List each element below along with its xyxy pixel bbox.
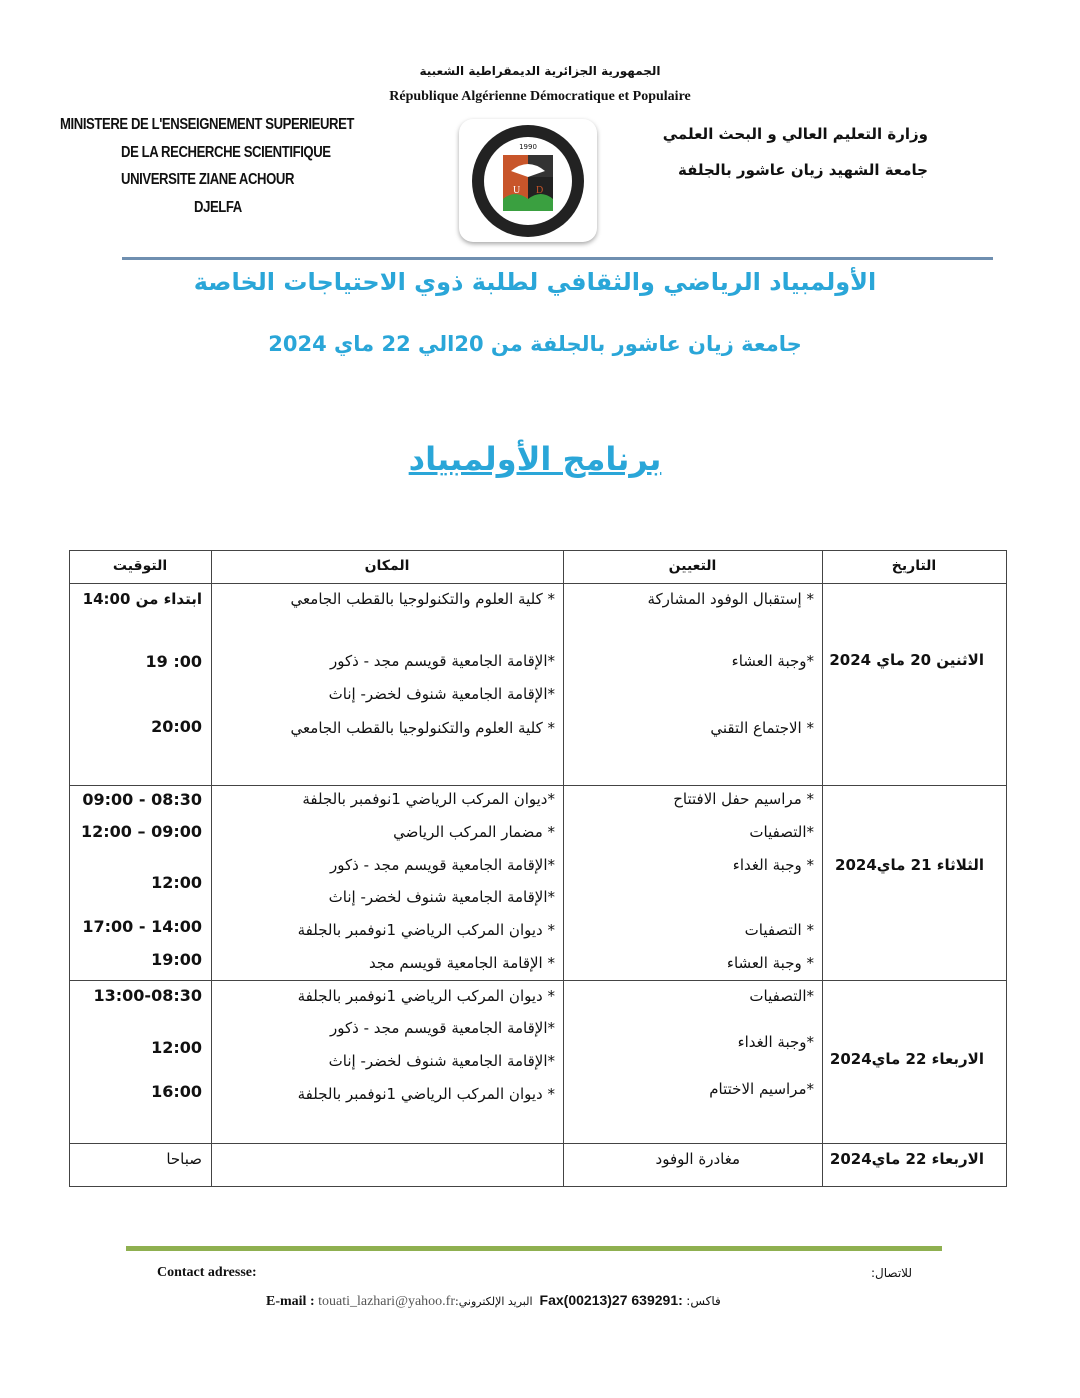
header-place: المكان	[364, 558, 410, 574]
time: 13:00-08:30	[93, 986, 202, 1005]
time: 20:00	[151, 717, 202, 736]
designation: * وجبة العشاء	[726, 954, 814, 972]
republic-ar: الجمهورية الجزائرية الديمقراطية الشعبية	[419, 64, 661, 78]
time: 16:00	[151, 1082, 202, 1101]
time: 12:00	[151, 1038, 202, 1057]
svg-text:1990: 1990	[519, 143, 537, 151]
city-fr: DJELFA	[194, 199, 242, 216]
contact-line	[266, 1292, 721, 1310]
time: ابتداء من 14:00	[82, 590, 202, 608]
designation: *مراسيم الاختتام	[709, 1080, 814, 1098]
place: * الإقامة الجامعية قويسم مجد	[369, 954, 555, 972]
place: * مضمار المركب الرياضي	[393, 823, 555, 841]
time: 09:00 - 08:30	[82, 790, 202, 809]
fax-label-ar: فاكس:	[686, 1294, 721, 1308]
row-date: الثلاثاء 21 ماي2024	[835, 856, 984, 874]
event-title: الأولمبياد الرياضي والثقافي لطلبة ذوي الاحتياجات الخاصة	[193, 268, 877, 296]
ministry-fr-1: MINISTERE DE L'ENSEIGNEMENT SUPERIEURET	[60, 116, 355, 133]
time: 12:00	[151, 873, 202, 892]
email-label: E-mail :	[266, 1294, 315, 1309]
header-time: التوقيت	[112, 558, 168, 574]
place: * ديوان المركب الرياضي 1نوفمبر بالجلفة	[297, 921, 555, 939]
designation: *التصفيات	[749, 987, 814, 1005]
time: 12:00 – 09:00	[81, 822, 202, 841]
time: 19:00	[151, 950, 202, 969]
university-logo	[459, 119, 597, 242]
place: *ديوان المركب الرياضي 1نوفمبر بالجلفة	[302, 790, 555, 808]
header-date: التاريخ	[891, 558, 937, 574]
designation: *وجبة العشاء	[731, 652, 814, 670]
place: *الإقامة الجامعية شنوف لخضر- إناث	[328, 888, 555, 906]
place: * كلية العلوم والتكنولوجيا بالقطب الجامعي	[290, 590, 555, 608]
row-date: الاربعاء 22 ماي2024	[829, 1150, 984, 1168]
divider	[69, 785, 1007, 786]
email-label-ar: البريد الإلكتروني:	[455, 1295, 533, 1308]
divider	[69, 1143, 1007, 1144]
row-date: الاثنين 20 ماي 2024	[829, 651, 984, 669]
place: * ديوان المركب الرياضي 1نوفمبر بالجلفة	[297, 1085, 555, 1103]
time: 19 :00	[145, 652, 202, 671]
place: *الإقامة الجامعية قويسم مجد - ذكور	[330, 856, 555, 874]
place: *الإقامة الجامعية قويسم مجد - ذكور	[330, 652, 555, 670]
svg-text:D: D	[536, 185, 544, 196]
university-fr: UNIVERSITE ZIANE ACHOUR	[121, 171, 295, 188]
ministry-ar: وزارة التعليم العالي و البحث العلمي	[662, 125, 928, 143]
place: *الإقامة الجامعية شنوف لخضر- إناث	[328, 1052, 555, 1070]
designation: * التصفيات	[744, 921, 814, 939]
header-rule	[122, 257, 993, 260]
designation: مغادرة الوفود	[655, 1150, 740, 1168]
designation: * إستقبال الوفود المشاركة	[647, 590, 814, 608]
ministry-fr-2: DE LA RECHERCHE SCIENTIFIQUE	[121, 144, 331, 161]
time: صباحا	[166, 1150, 202, 1168]
contact-label-ar: للاتصال:	[871, 1266, 912, 1280]
divider	[69, 583, 1007, 584]
designation: *وجبة الغداء	[737, 1033, 814, 1051]
row-date: الاربعاء 22 ماي2024	[829, 1050, 984, 1068]
divider	[69, 980, 1007, 981]
time: 17:00 - 14:00	[82, 917, 202, 936]
designation: * الاجتماع التقني	[710, 719, 814, 737]
program-heading: برنامج الأولمبياد	[408, 440, 662, 478]
divider	[822, 550, 823, 1187]
designation: * وجبة الغداء	[732, 856, 814, 874]
university-ar: جامعة الشهيد زيان عاشور بالجلفة	[677, 161, 928, 179]
divider	[563, 550, 564, 1187]
footer-rule	[126, 1246, 942, 1251]
place: * ديوان المركب الرياضي 1نوفمبر بالجلفة	[297, 987, 555, 1005]
designation: * مراسيم حفل الافتتاح	[673, 790, 814, 808]
designation: *التصفيات	[749, 823, 814, 841]
place: * كلية العلوم والتكنولوجيا بالقطب الجامعي	[290, 719, 555, 737]
contact-label-fr: Contact adresse:	[157, 1265, 257, 1280]
email-link[interactable]: touati_lazhari@yahoo.fr	[318, 1294, 456, 1309]
header-designation: التعيين	[668, 558, 717, 574]
event-subtitle: جامعة زيان عاشور بالجلفة من 20الي 22 ماي 2024	[268, 332, 802, 356]
republic-fr: République Algérienne Démocratique et Populaire	[389, 89, 691, 104]
place: *الإقامة الجامعية شنوف لخضر- إناث	[328, 685, 555, 703]
divider	[211, 550, 212, 1187]
svg-text:U: U	[513, 185, 521, 196]
fax-number: Fax(00213)27 639291:	[539, 1292, 683, 1308]
place: *الإقامة الجامعية قويسم مجد - ذكور	[330, 1019, 555, 1037]
